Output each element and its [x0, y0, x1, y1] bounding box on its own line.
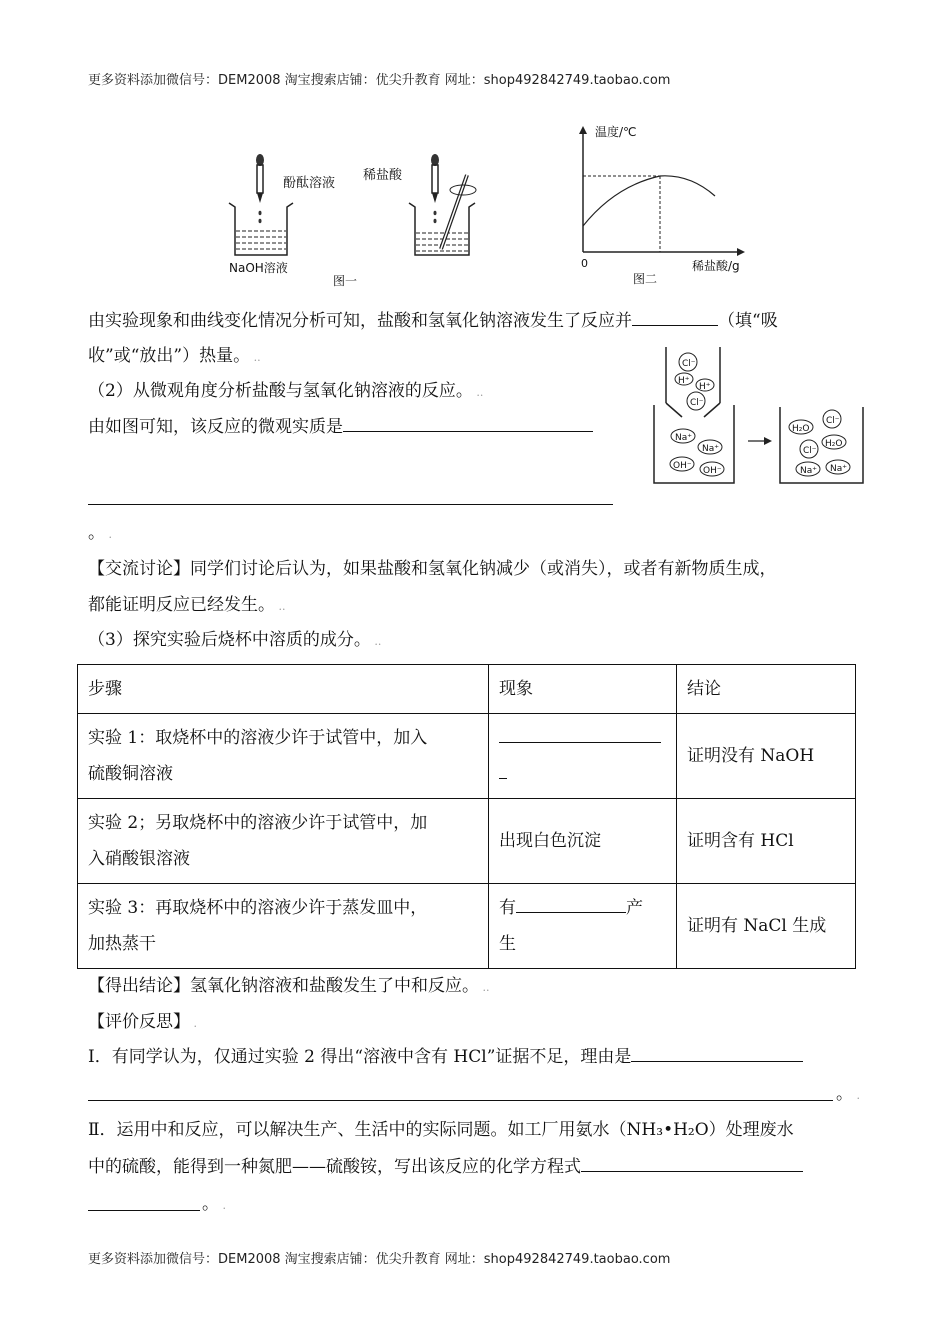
answer-blank-phenomenon-cont[interactable]	[499, 762, 507, 779]
page-footer: 更多资料添加微信号：DEM2008 淘宝搜索店铺：优尖升教育 网址：shop492842749.taobao.com	[88, 1252, 671, 1267]
arrow-right-icon	[748, 437, 772, 445]
paragraph-line: 【交流讨论】同学们讨论后认为，如果盐酸和氢氧化钠减少（或消失），或者有新物质生成，	[88, 559, 777, 579]
table-row	[78, 714, 856, 799]
table-row	[78, 884, 856, 969]
step-cell	[78, 884, 489, 969]
text-segment: 产	[626, 898, 643, 918]
text-segment: 入硝酸银溶液	[88, 849, 190, 869]
answer-blank-equation-cont[interactable]	[88, 1210, 200, 1211]
beaker-icon	[229, 203, 293, 255]
ion-hydrogen: H⁺	[699, 382, 711, 392]
conclusion-cell: 证明有 NaCl 生成	[677, 884, 856, 969]
table-row	[78, 799, 856, 884]
figure-1-caption: 图一	[333, 274, 358, 288]
conclusion-cell: 证明没有 NaOH	[677, 714, 856, 799]
label-dilute-hcl: 稀盐酸	[363, 168, 403, 183]
answer-blank-equation[interactable]	[581, 1155, 803, 1172]
step-cell	[78, 799, 489, 884]
text-segment: （填“吸	[718, 311, 778, 331]
text-segment: 由实验现象和曲线变化情况分析可知，盐酸和氢氧化钠溶液发生了反应并	[88, 311, 632, 331]
dropper-icon	[256, 154, 264, 223]
paragraph-line	[88, 415, 593, 438]
ion-sodium: Na⁺	[702, 444, 719, 454]
molecule-water: H₂O	[792, 424, 810, 434]
molecule-water: H₂O	[825, 439, 843, 449]
paragraph-line	[88, 1045, 803, 1068]
header-conclusion: 结论	[677, 665, 856, 714]
text-segment: 由如图可知，该反应的微观实质是	[88, 417, 343, 437]
text-segment: 。	[88, 523, 105, 543]
label-naoh: NaOH溶液	[229, 261, 288, 275]
ion-chloride: Cl⁻	[682, 359, 696, 369]
text-segment: 。	[836, 1084, 853, 1104]
text-segment: 【评价反思】	[88, 1012, 190, 1032]
ion-chloride: Cl⁻	[826, 416, 840, 426]
header-phenomenon: 现象	[489, 665, 677, 714]
ion-hydroxide: OH⁻	[673, 461, 692, 471]
paragraph-line: 收”或“放出”）热量。 ..	[88, 346, 261, 366]
x-axis-label: 稀盐酸/g	[692, 259, 740, 273]
phenomenon-cell: 出现白色沉淀	[489, 799, 677, 884]
paragraph-line: 都能证明反应已经发生。 ..	[88, 595, 286, 615]
text-segment: 有	[499, 898, 516, 918]
x-axis-arrow-icon	[737, 248, 745, 256]
conclusion-cell: 证明含有 HCl	[677, 799, 856, 884]
text-segment: （2）从微观角度分析盐酸与氢氧化钠溶液的反应。	[88, 381, 473, 401]
answer-blank-micro[interactable]	[343, 415, 593, 432]
page-header: 更多资料添加微信号：DEM2008 淘宝搜索店铺：优尖升教育 网址：shop492842749.taobao.com	[88, 73, 671, 88]
ion-sodium: Na⁺	[800, 466, 817, 476]
text-segment: 硫酸铜溶液	[88, 764, 173, 784]
temperature-curve	[583, 176, 715, 226]
answer-blank-reason[interactable]	[631, 1045, 803, 1062]
text-segment: 【得出结论】氢氧化钠溶液和盐酸发生了中和反应。	[88, 976, 479, 996]
paragraph-line	[88, 309, 778, 332]
paragraph-line: Ⅱ．运用中和反应，可以解决生产、生活中的实际同题。如工厂用氨水（NH₃•H₂O）处理废水	[88, 1120, 794, 1140]
ion-chloride: Cl⁻	[690, 398, 704, 408]
ion-chloride: Cl⁻	[803, 446, 817, 456]
paragraph-line: （3）探究实验后烧杯中溶质的成分。 ..	[88, 630, 382, 650]
beaker-icon	[780, 407, 863, 483]
text-segment: 实验 1：取烧杯中的溶液少许于试管中，加入	[88, 728, 428, 748]
ion-sodium: Na⁺	[830, 464, 847, 474]
figure-2-caption: 图二	[633, 272, 658, 286]
paragraph-line: 【得出结论】氢氧化钠溶液和盐酸发生了中和反应。 ..	[88, 976, 490, 996]
answer-blank-reason-cont[interactable]	[88, 1100, 833, 1101]
paragraph-line: 。 .	[88, 523, 112, 543]
paragraph-line: 。 .	[836, 1084, 860, 1104]
figure-1-beakers	[215, 145, 515, 295]
text-segment: 实验 3：再取烧杯中的溶液少许于蒸发皿中，	[88, 898, 428, 918]
answer-blank-phenomenon[interactable]	[499, 726, 661, 743]
phenomenon-cell	[489, 714, 677, 799]
ion-hydrogen: H⁺	[678, 376, 690, 386]
figure-3-microscopic-reaction	[648, 345, 873, 487]
label-phenolphthalein: 酚酞溶液	[283, 176, 336, 191]
origin-label: 0	[581, 257, 588, 270]
stirring-rod-icon	[441, 175, 476, 249]
text-segment: 收”或“放出”）热量。	[88, 346, 251, 366]
answer-blank-micro-cont[interactable]	[88, 504, 613, 505]
table-header-row	[78, 665, 856, 714]
text-segment: 实验 2；另取烧杯中的溶液少许于试管中，加	[88, 813, 428, 833]
text-segment: （3）探究实验后烧杯中溶质的成分。	[88, 630, 371, 650]
answer-blank-product[interactable]	[516, 896, 626, 913]
paragraph-line: 【评价反思】 .	[88, 1012, 197, 1032]
experiment-table	[77, 664, 856, 969]
ion-sodium: Na⁺	[675, 433, 692, 443]
figure-2-temperature-curve	[565, 120, 765, 295]
text-segment: 加热蒸干	[88, 934, 156, 954]
dropper-icon	[431, 154, 439, 223]
y-axis-label: 温度/℃	[595, 125, 637, 139]
answer-blank-heat[interactable]	[632, 309, 718, 326]
paragraph-line: （2）从微观角度分析盐酸与氢氧化钠溶液的反应。 ..	[88, 381, 484, 401]
text-segment: 生	[499, 934, 516, 954]
text-segment: 。	[202, 1194, 219, 1214]
paragraph-line	[88, 1155, 803, 1178]
text-segment: 中的硫酸，能得到一种氮肥——硫酸铵，写出该反应的化学方程式	[88, 1157, 581, 1177]
step-cell	[78, 714, 489, 799]
paragraph-line: 。 .	[202, 1194, 226, 1214]
header-step: 步骤	[78, 665, 489, 714]
text-segment: Ⅰ．有同学认为，仅通过实验 2 得出“溶液中含有 HCl”证据不足，理由是	[88, 1047, 632, 1067]
text-segment: 都能证明反应已经发生。	[88, 595, 275, 615]
ion-hydroxide: OH⁻	[703, 466, 722, 476]
phenomenon-cell	[489, 884, 677, 969]
y-axis-arrow-icon	[579, 126, 587, 134]
